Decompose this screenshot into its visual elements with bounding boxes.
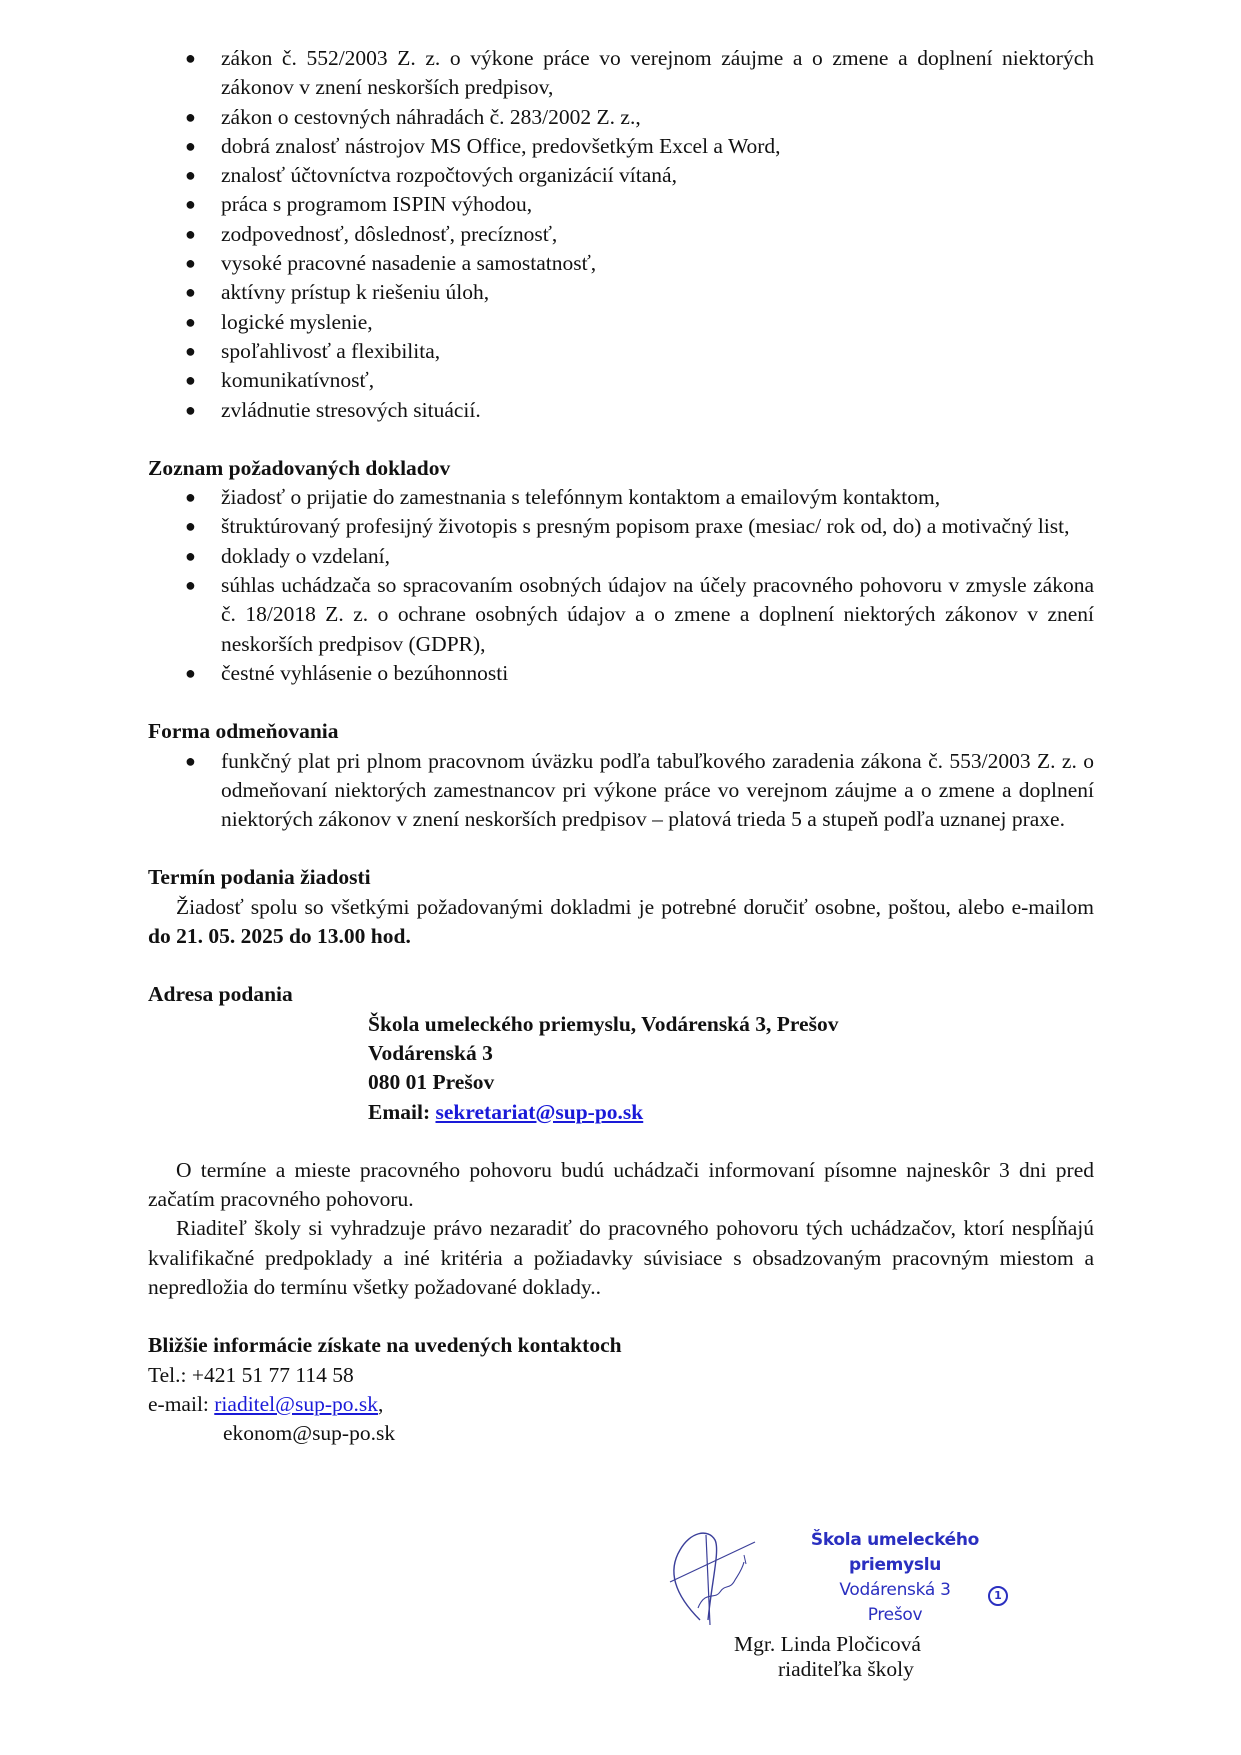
- list-item: ● zákon o cestovných náhradách č. 283/2002 Z. z.,: [148, 103, 1094, 132]
- list-item: ● spoľahlivosť a flexibilita,: [148, 337, 1094, 366]
- address-section: [148, 980, 1094, 1126]
- notes-section: [148, 1156, 1094, 1302]
- school-stamp: Škola umeleckého priemyslu Vodárenská 3 Prešov: [810, 1530, 980, 1625]
- requirements-list: [148, 44, 1094, 425]
- bullet-icon: ●: [185, 223, 196, 244]
- deadline-date: do 21. 05. 2025 do 13.00 hod.: [148, 924, 411, 949]
- section-heading: Zoznam požadovaných dokladov: [148, 455, 451, 480]
- list-item: ● čestné vyhlásenie o bezúhonnosti: [148, 659, 1094, 688]
- contact-phone: Tel.: +421 51 77 114 58: [148, 1362, 354, 1387]
- note-paragraph: Riaditeľ školy si vyhradzuje právo nezaradiť do pracovného pohovoru tých uchádzačov, ktorí nespĺňajú kvalifikačné predpoklady a iné kritéria a požiadavky súvisiace s obsadzovaným pracovným miestom a nepredložia do termínu všetky požadované doklady..: [148, 1216, 1094, 1299]
- list-item: ● zodpovednosť, dôslednosť, precíznosť,: [148, 220, 1094, 249]
- bullet-icon: ●: [185, 311, 196, 332]
- list-item: ● logické myslenie,: [148, 308, 1094, 337]
- document-page: [148, 44, 1094, 1448]
- list-item: ● zákon č. 552/2003 Z. z. o výkone práce vo verejnom záujme a o zmene a doplnení niektorých zákonov v znení neskorších predpisov,: [185, 46, 1094, 100]
- list-item: ● súhlas uchádzača so spracovaním osobných údajov na účely pracovného pohovoru v zmysle zákona č. 18/2018 Z. z. o ochrane osobných údajov a o zmene a doplnení niektorých zákonov v znení neskorších predpisov (GDPR),: [185, 573, 1094, 656]
- bullet-icon: ●: [185, 48, 196, 68]
- list-item: ● štruktúrovaný profesijný životopis s presným popisom praxe (mesiac/ rok od, do) a motivačný list,: [148, 512, 1094, 541]
- signature-block: [660, 1528, 1100, 1708]
- remuneration-list: [148, 747, 1094, 835]
- section-heading: Bližšie informácie získate na uvedených kontaktoch: [148, 1333, 622, 1358]
- bullet-icon: ●: [185, 194, 196, 215]
- documents-list: [148, 483, 1094, 688]
- list-item: ● aktívny prístup k riešeniu úloh,: [148, 278, 1094, 307]
- bullet-icon: ●: [185, 487, 196, 508]
- list-item: ● doklady o vzdelaní,: [148, 542, 1094, 571]
- deadline-section: [148, 863, 1094, 951]
- bullet-icon: ●: [185, 662, 196, 683]
- bullet-icon: ●: [185, 399, 196, 420]
- remuneration-section: [148, 717, 1094, 834]
- address-line: 080 01 Prešov: [368, 1070, 495, 1095]
- email-link-riaditel[interactable]: riaditel@sup-po.sk: [214, 1391, 378, 1416]
- handwritten-signature-icon: [660, 1520, 770, 1630]
- list-item: ● práca s programom ISPIN výhodou,: [148, 190, 1094, 219]
- bullet-icon: ●: [185, 370, 196, 391]
- address-line: Škola umeleckého priemyslu, Vodárenská 3, Prešov: [368, 1011, 839, 1036]
- list-item: ● vysoké pracovné nasadenie a samostatnosť,: [148, 249, 1094, 278]
- stamp-number-badge: 1: [988, 1586, 1008, 1606]
- list-item: ● zvládnutie stresových situácií.: [148, 396, 1094, 425]
- bullet-icon: ●: [185, 750, 196, 771]
- bullet-icon: ●: [185, 340, 196, 361]
- contact-email: e-mail: riaditel@sup-po.sk,: [148, 1391, 384, 1416]
- bullet-icon: ●: [185, 545, 196, 566]
- address-email: Email: sekretariat@sup-po.sk: [368, 1099, 644, 1124]
- list-item: ● znalosť účtovníctva rozpočtových organizácií vítaná,: [148, 161, 1094, 190]
- bullet-icon: ●: [185, 282, 196, 303]
- bullet-icon: ●: [185, 575, 196, 596]
- documents-section: [148, 454, 1094, 688]
- note-paragraph: O termíne a mieste pracovného pohovoru budú uchádzači informovaní písomne najneskôr 3 dni pred začatím pracovného pohovoru.: [148, 1157, 1094, 1212]
- section-heading: Adresa podania: [148, 982, 293, 1007]
- bullet-icon: ●: [185, 106, 196, 127]
- contacts-section: [148, 1331, 1094, 1448]
- email-link-sekretariat[interactable]: sekretariat@sup-po.sk: [435, 1099, 644, 1124]
- bullet-icon: ●: [185, 516, 196, 537]
- bullet-icon: ●: [185, 135, 196, 156]
- section-heading: Forma odmeňovania: [148, 719, 339, 744]
- contact-email-secondary: ekonom@sup-po.sk: [223, 1421, 396, 1446]
- signer: [734, 1632, 921, 1682]
- deadline-paragraph: Žiadosť spolu so všetkými požadovanými dokladmi je potrebné doručiť osobne, poštou, alebo e-mailom do 21. 05. 2025 do 13.00 hod.: [148, 894, 1094, 949]
- bullet-icon: ●: [185, 165, 196, 186]
- address-line: Vodárenská 3: [368, 1040, 493, 1065]
- list-item: ● komunikatívnosť,: [148, 366, 1094, 395]
- signer-role: riaditeľka školy: [778, 1657, 914, 1681]
- list-item: ● dobrá znalosť nástrojov MS Office, predovšetkým Excel a Word,: [148, 132, 1094, 161]
- list-item: ● žiadosť o prijatie do zamestnania s telefónnym kontaktom a emailovým kontaktom,: [148, 483, 1094, 512]
- list-item: ● funkčný plat pri plnom pracovnom úväzku podľa tabuľkového zaradenia zákona č. 553/2003 Z. z. o odmeňovaní niektorých zamestnancov pri výkone práce vo verejnom záujme a o zmene a doplnení niektorých zákonov v znení neskorších predpisov – platová trieda 5 a stupeň podľa uznanej praxe.: [185, 748, 1094, 832]
- signer-name: Mgr. Linda Pločicová: [734, 1632, 921, 1656]
- section-heading: Termín podania žiadosti: [148, 865, 371, 890]
- bullet-icon: ●: [185, 253, 196, 274]
